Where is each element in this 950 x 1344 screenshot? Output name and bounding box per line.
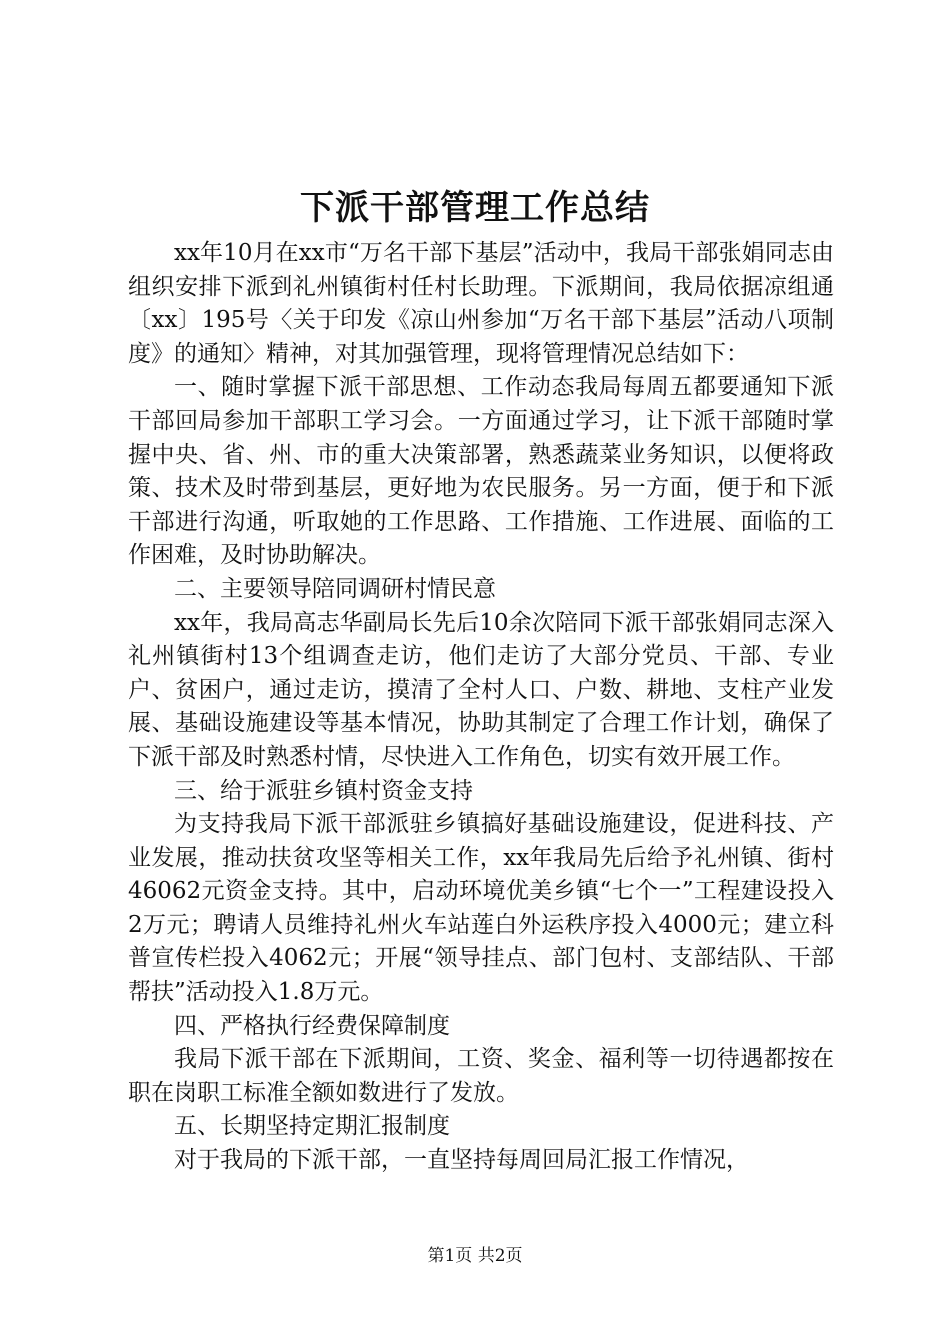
paragraph-intro: xx年10月在xx市“万名干部下基层”活动中，我局干部张娟同志由组织安排下派到礼州镇街村任村长助理。下派期间，我局依据凉组通〔xx〕195号〈关于印发《凉山州参加“万名干部下基层”活动八项制度》的通知〉精神，对其加强管理，现将管理情况总结如下：	[128, 240, 834, 367]
paragraph-section-2: xx年，我局高志华副局长先后10余次陪同下派干部张娟同志深入礼州镇街村13个组调查走访，他们走访了大部分党员、干部、专业户、贫困户，通过走访，摸清了全村人口、户数、耕地、支柱产业发展、基础设施建设等基本情况，协助其制定了合理工作计划，确保了下派干部及时熟悉村情，尽快进入工作角色，切实有效开展工作。	[128, 609, 834, 770]
section-heading-4: 四、严格执行经费保障制度	[174, 1012, 450, 1039]
section-heading-2: 二、主要领导陪同调研村情民意	[174, 575, 496, 602]
paragraph-section-4: 我局下派干部在下派期间，工资、奖金、福利等一切待遇都按在职在岗职工标准全额如数进行了发放。	[128, 1046, 834, 1106]
document-title: 下派干部管理工作总结	[300, 188, 650, 228]
paragraph-section-3: 为支持我局下派干部派驻乡镇搞好基础设施建设，促进科技、产业发展，推动扶贫攻坚等相关工作，xx年我局先后给予礼州镇、街村46062元资金支持。其中，启动环境优美乡镇“七个一”工程建设投入2万元；聘请人员维持礼州火车站莲白外运秩序投入4000元；建立科普宣传栏投入4062元；开展“领导挂点、部门包村、支部结队、干部帮扶”活动投入1.8万元。	[128, 811, 834, 1006]
paragraph-section-5: 对于我局的下派干部，一直坚持每周回局汇报工作情况，	[174, 1147, 749, 1174]
page-number-footer: 第1页 共2页	[427, 1246, 523, 1266]
section-heading-5: 五、长期坚持定期汇报制度	[174, 1113, 450, 1140]
section-heading-3: 三、给于派驻乡镇村资金支持	[174, 777, 473, 804]
paragraph-section-1: 一、随时掌握下派干部思想、工作动态我局每周五都要通知下派干部回局参加干部职工学习会。一方面通过学习，让下派干部随时掌握中央、省、州、市的重大决策部署，熟悉蔬菜业务知识，以便将政策、技术及时带到基层，更好地为农民服务。另一方面，便于和下派干部进行沟通，听取她的工作思路、工作措施、工作进展、面临的工作困难，及时协助解决。	[128, 374, 834, 569]
document-body	[128, 237, 834, 1178]
